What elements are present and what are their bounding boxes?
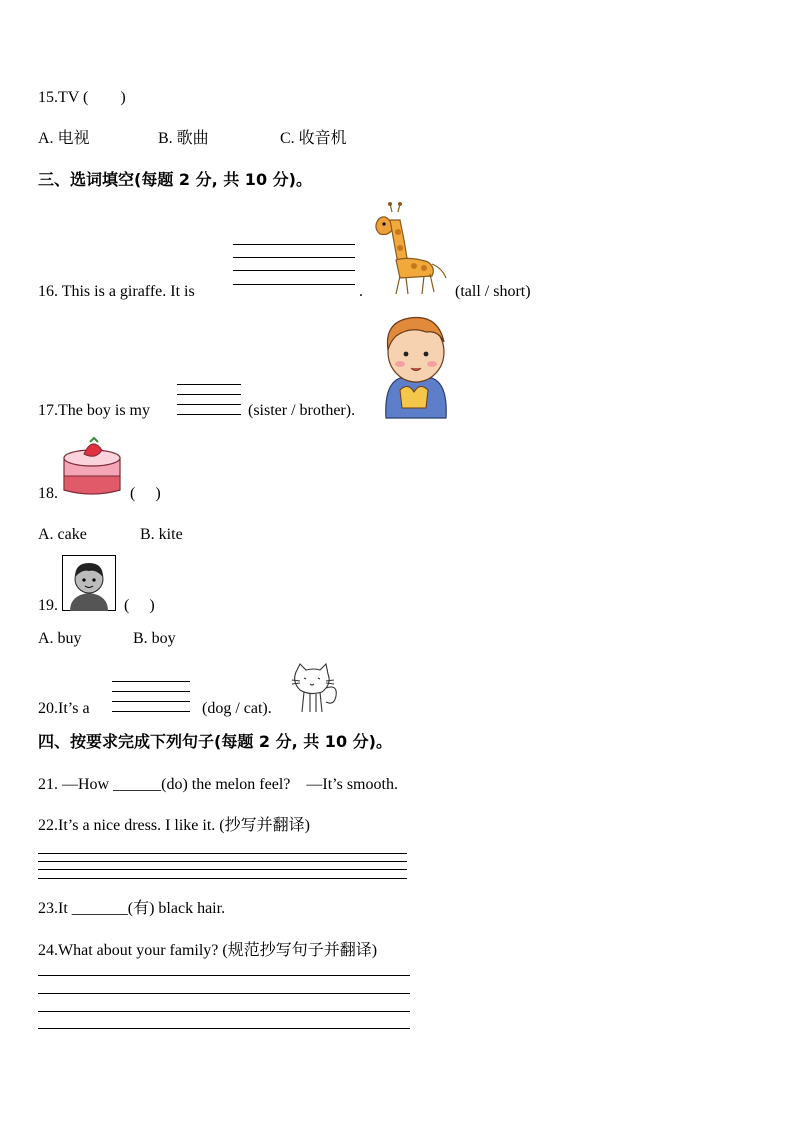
q24-answer-lines[interactable] [38,975,410,1029]
q19-paren: ( ) [124,597,155,614]
q22-answer-lines[interactable] [38,853,407,879]
q21-text: 21. —How ______(do) the melon feel? —It’s smooth. [38,776,398,793]
cake-icon [60,436,124,498]
q18-paren: ( ) [130,485,161,502]
q23-text: 23.It _______(有) black hair. [38,900,226,917]
boy-icon [380,312,452,418]
q15-option-a: A. 电视 [38,130,90,147]
q17-answer-lines[interactable] [177,384,241,414]
q18-option-a: A. cake [38,526,87,543]
q18-option-b: B. kite [140,526,183,543]
q18-stem: 18. [38,485,58,502]
q16-answer-lines[interactable] [233,244,355,286]
section-3-heading: 三、选词填空(每题 2 分, 共 10 分)。 [38,170,312,189]
q15-option-c: C. 收音机 [280,130,347,147]
q16-period: . [359,283,363,300]
q17-stem: 17.The boy is my [38,402,150,419]
q20-options: (dog / cat). [202,700,272,717]
q19-stem: 19. [38,597,58,614]
q19-option-b: B. boy [133,630,176,647]
q20-stem: 20.It’s a [38,700,90,717]
giraffe-icon [370,202,448,298]
section-4-heading: 四、按要求完成下列句子(每题 2 分, 共 10 分)。 [38,732,392,751]
q16-stem: 16. This is a giraffe. It is [38,283,195,300]
q20-answer-lines[interactable] [112,681,190,711]
q17-options: (sister / brother). [248,402,356,419]
boy-portrait-icon [62,555,116,611]
q19-option-a: A. buy [38,630,82,647]
q22-text: 22.It’s a nice dress. I like it. (抄写并翻译) [38,817,310,834]
q24-text: 24.What about your family? (规范抄写句子并翻译) [38,942,378,959]
cat-icon [290,662,340,714]
q15-option-b: B. 歌曲 [158,130,209,147]
q16-options: (tall / short) [455,283,531,300]
q15-stem: 15.TV ( ) [38,89,126,106]
